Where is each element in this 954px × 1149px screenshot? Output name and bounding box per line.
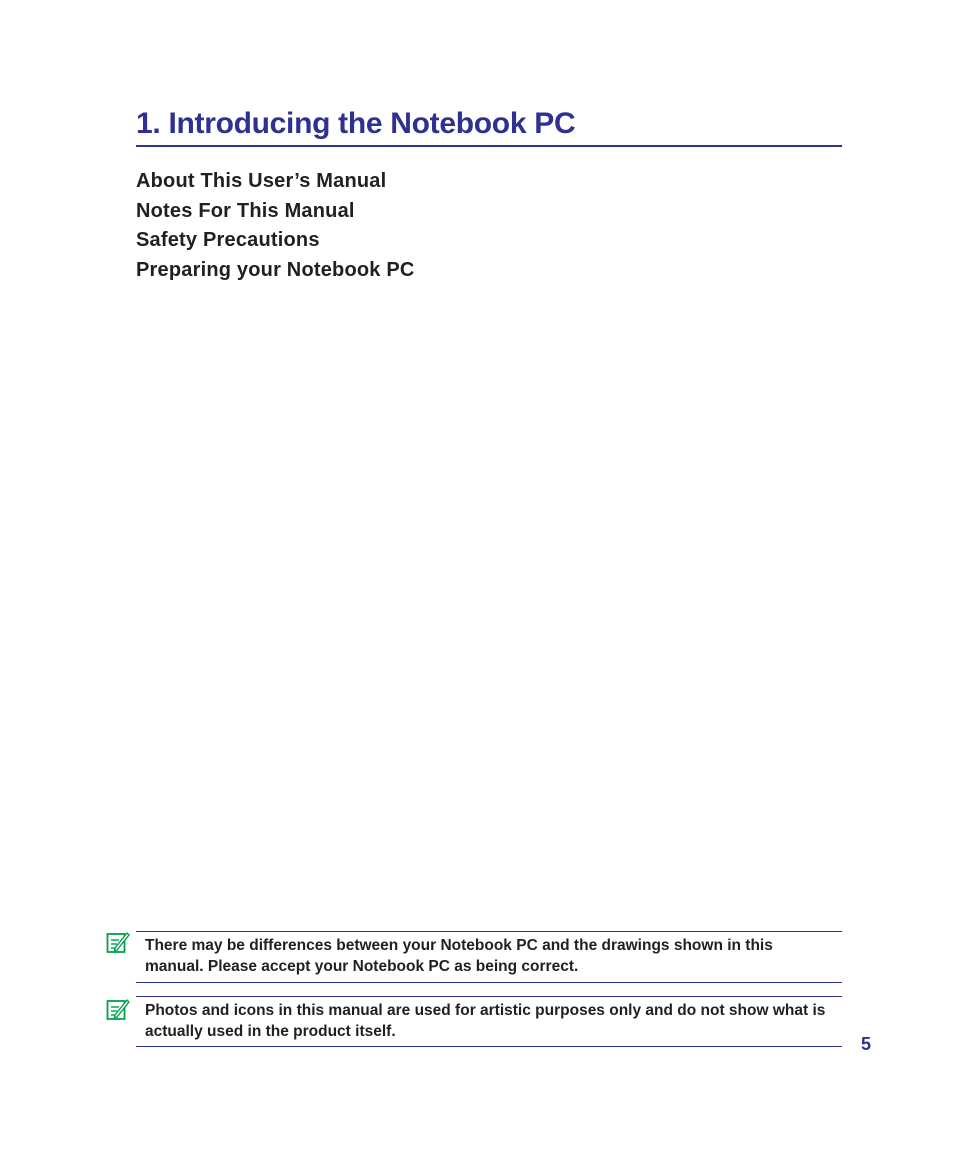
toc-item-notes: Notes For This Manual xyxy=(136,199,355,222)
note-top-rule xyxy=(136,931,842,932)
page-number: 5 xyxy=(861,1034,872,1054)
note-pencil-icon xyxy=(106,930,130,954)
toc-item-preparing: Preparing your Notebook PC xyxy=(136,259,415,282)
note-pencil-icon xyxy=(106,997,130,1021)
note-box-artistic xyxy=(136,996,842,1049)
note-top-rule xyxy=(136,996,842,997)
note-text: Photos and icons in this manual are used for artistic purposes only and do not show what is actually used in the product itself. xyxy=(145,1002,826,1040)
note-bottom-rule xyxy=(136,1046,842,1047)
note-bottom-rule xyxy=(136,982,842,983)
title-underline xyxy=(136,145,842,147)
chapter-title: 1. Introducing the Notebook PC xyxy=(136,107,576,140)
note-box-differences xyxy=(136,931,842,984)
note-text: There may be differences between your Notebook PC and the drawings shown in this manual. Please accept your Notebook PC as being correct. xyxy=(145,937,773,975)
chapter-contents-list xyxy=(136,167,415,286)
toc-item-safety: Safety Precautions xyxy=(136,229,320,252)
toc-item-about-manual: About This User’s Manual xyxy=(136,170,387,192)
